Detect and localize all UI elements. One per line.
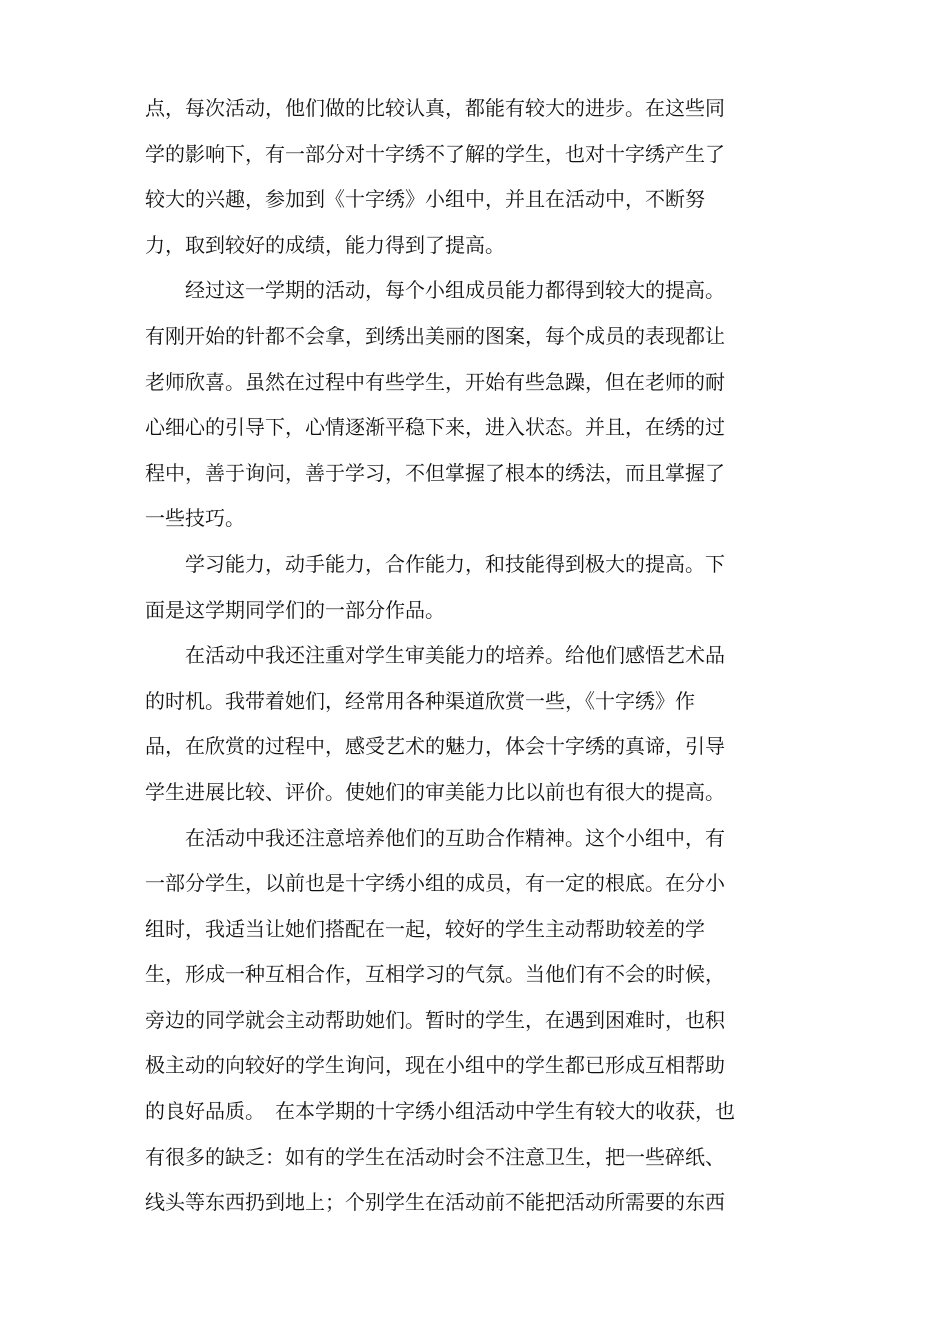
- text-line: 学习能力，动手能力，合作能力，和技能得到极大的提高。下: [145, 551, 725, 576]
- text-line: 力，取到较好的成绩，能力得到了提高。: [145, 232, 505, 257]
- text-line: 的良好品质。 在本学期的十字绣小组活动中学生有较大的收获，也: [145, 1099, 735, 1124]
- text-line: 学的影响下，有一部分对十字绣不了解的学生，也对十字绣产生了: [145, 141, 725, 166]
- text-line: 品，在欣赏的过程中，感受艺术的魅力，体会十字绣的真谛，引导: [145, 734, 725, 759]
- text-line: 在活动中我还注重对学生审美能力的培养。给他们感悟艺术品: [145, 643, 725, 668]
- text-line: 组时，我适当让她们搭配在一起，较好的学生主动帮助较差的学: [145, 916, 705, 941]
- text-line: 的时机。我带着她们，经常用各种渠道欣赏一些，《十字绣》作: [145, 688, 695, 713]
- text-line: 心细心的引导下，心情逐渐平稳下来，进入状态。并且，在绣的过: [145, 415, 725, 440]
- text-line: 学生进展比较、评价。使她们的审美能力比以前也有很大的提高。: [145, 779, 725, 804]
- text-line: 一些技巧。: [145, 506, 245, 531]
- text-line: 一部分学生，以前也是十字绣小组的成员，有一定的根底。在分小: [145, 871, 725, 896]
- text-line: 有刚开始的针都不会拿，到绣出美丽的图案，每个成员的表现都让: [145, 323, 725, 348]
- text-line: 经过这一学期的活动，每个小组成员能力都得到较大的提高。: [145, 278, 725, 303]
- text-line: 面是这学期同学们的一部分作品。: [145, 597, 445, 622]
- text-line: 极主动的向较好的学生询问，现在小组中的学生都已形成互相帮助: [145, 1053, 725, 1078]
- text-line: 在活动中我还注意培养他们的互助合作精神。这个小组中，有: [145, 825, 725, 850]
- text-line: 旁边的同学就会主动帮助她们。暂时的学生，在遇到困难时，也积: [145, 1007, 725, 1032]
- text-line: 程中，善于询问，善于学习，不但掌握了根本的绣法，而且掌握了: [145, 460, 725, 485]
- body-text: [145, 86, 815, 1226]
- text-line: 点，每次活动，他们做的比较认真，都能有较大的进步。在这些同: [145, 96, 725, 120]
- text-line: 线头等东西扔到地上；个别学生在活动前不能把活动所需要的东西: [145, 1190, 725, 1215]
- text-line: 生，形成一种互相合作，互相学习的气氛。当他们有不会的时候，: [145, 962, 725, 987]
- text-line: 有很多的缺乏：如有的学生在活动时会不注意卫生，把一些碎纸、: [145, 1144, 725, 1169]
- text-line: 较大的兴趣，参加到《十字绣》小组中，并且在活动中，不断努: [145, 187, 705, 212]
- text-line: 老师欣喜。虽然在过程中有些学生，开始有些急躁，但在老师的耐: [145, 369, 725, 394]
